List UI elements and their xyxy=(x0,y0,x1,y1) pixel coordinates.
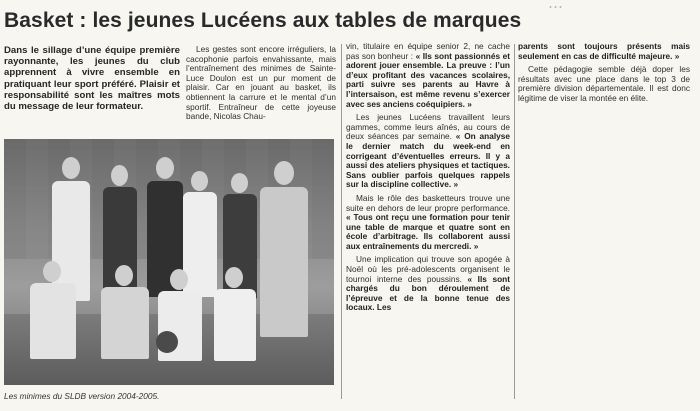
player-figure xyxy=(154,269,206,373)
team-photo xyxy=(4,139,334,385)
basketball xyxy=(156,331,178,353)
quote-text: « Ils sont passionnés et adorent jouer ensemble. La preuve : l’un d’eux profitant des vacances scolaires, parti suivre ses parents au Havre à l’intersaison, est même revenu s’exercer avec ses anciens coéquipiers. » xyxy=(346,50,510,109)
quote-text: « Ils sont chargés du bon déroulement de l’épreuve et de la bonne tenue des locaux. Les xyxy=(346,273,510,313)
body-paragraph xyxy=(346,255,510,313)
headline: Basket : les jeunes Lucéens aux tables de marques xyxy=(4,9,522,32)
coach-figure xyxy=(256,161,312,351)
quote-text: « Tous ont reçu une formation pour tenir une table de marque et quatre sont en école d’arbitrage. Ils collaborent aussi aux entraînements du mercredi. » xyxy=(346,212,510,251)
player-figure xyxy=(210,267,260,373)
column-divider xyxy=(514,44,515,399)
quote-text: « On analyse le dernier match du week-end en corrigeant d’éventuelles erreurs. Il y a aussi des ateliers physiques et tactiques. Sans oublier parfois quelques rappels sur la discipline collective. » xyxy=(346,131,510,190)
body-paragraph: Les gestes sont encore irréguliers, la cacophonie parfois envahissante, mais l’entraînement des minimes de Sainte-Luce Doulon est un pur moment de plaisir. Car en jouant au basket, ils obtiennent la carrure et le mental d’un sportif. Entraîneur de cette joyeuse bande, Nicolas Chau- xyxy=(186,44,336,122)
column-divider xyxy=(341,44,342,399)
lead-text: Dans le sillage d’une équipe première rayonnante, les jeunes du club apprennent à vivre ensemble en pratiquant leur sport préféré. Plaisir et responsabilité sont les maîtres mots du message de leur formateur. xyxy=(4,45,180,113)
column-2 xyxy=(186,45,336,122)
body-paragraph xyxy=(518,42,690,61)
body-text: Une implication qui trouve son apogée à Noël où les pré-adolescents organisent le tournoi interne des poussins. xyxy=(346,254,510,284)
lead-paragraph xyxy=(4,45,180,112)
body-text: Les jeunes Lucéens travaillent leurs gammes, comme leurs aînés, au cours de deux séances par semaine. xyxy=(346,112,510,142)
body-paragraph: Cette pédagogie semble déjà doper les résultats avec une place dans le top 3 de première division départementale. Il est donc légitime de viser la montée en élite. xyxy=(518,64,690,103)
body-text: vin, titulaire en équipe senior 2, ne cache pas son bonheur : xyxy=(346,41,510,61)
body-paragraph xyxy=(346,42,510,109)
column-3 xyxy=(346,42,510,313)
body-text: Mais le rôle des basketteurs trouve une suite en dehors de leur propre performance. xyxy=(346,192,510,213)
body-paragraph xyxy=(346,194,510,252)
quote-text: parents sont toujours présents mais seulement en cas de difficulté majeure. » xyxy=(518,41,690,61)
player-figure xyxy=(96,265,154,371)
column-4 xyxy=(518,42,690,104)
player-figure xyxy=(26,261,80,371)
handwritten-date: … xyxy=(548,0,565,12)
body-paragraph xyxy=(346,113,510,190)
photo-caption: Les minimes du SLDB version 2004-2005. xyxy=(4,391,160,401)
